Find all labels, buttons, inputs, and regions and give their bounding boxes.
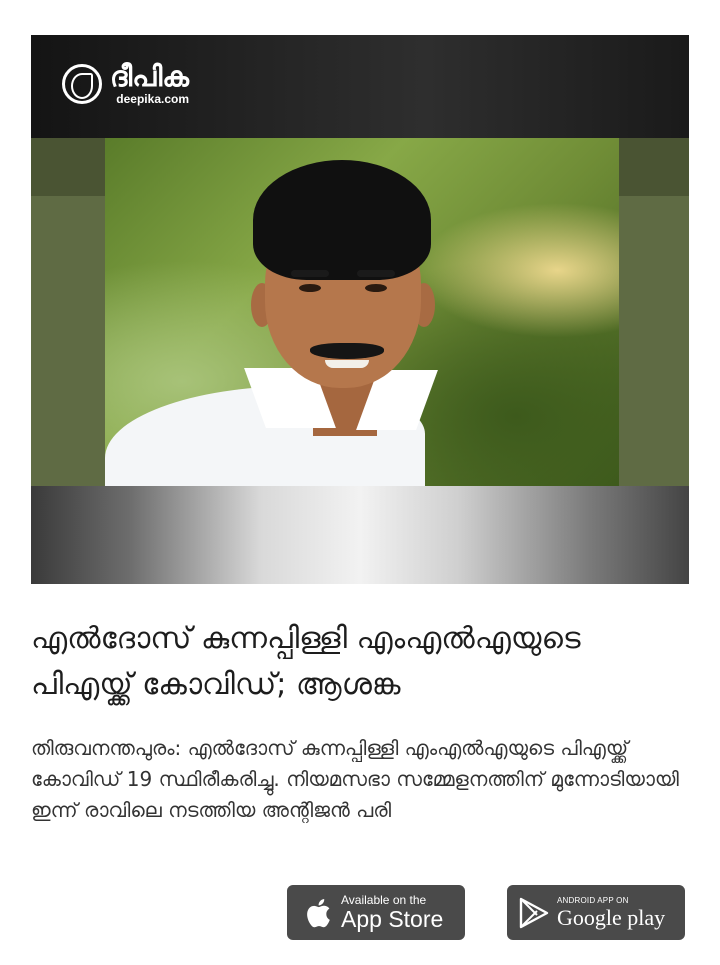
apple-icon — [305, 898, 331, 928]
mustache — [310, 343, 384, 359]
google-play-small-label: ANDROID APP ON — [557, 895, 629, 905]
hair — [253, 160, 431, 280]
google-play-text — [557, 896, 665, 930]
google-play-button[interactable] — [507, 885, 685, 940]
app-store-button[interactable] — [287, 885, 465, 940]
app-store-small-label: Available on the — [341, 893, 427, 907]
google-play-big-label: Google play — [557, 904, 666, 930]
deepika-logo[interactable] — [62, 62, 189, 108]
google-play-icon — [517, 896, 551, 930]
eyebrow-left — [291, 270, 329, 277]
deepika-emblem-icon — [62, 64, 102, 104]
eyebrow-right — [357, 270, 395, 277]
eye-left — [299, 284, 321, 292]
portrait-photo — [105, 138, 619, 486]
article-headline: എൽദോസ് കുന്നപ്പിള്ളി എംഎൽഎയുടെ പിഎയ്ക്ക് കോവിഡ്; ആശങ്ക — [31, 621, 581, 702]
app-store-big-label: App Store — [341, 906, 444, 932]
logo-url: deepika.com — [116, 92, 189, 106]
hero-bottom-reflection — [31, 486, 689, 584]
hero-image — [31, 35, 689, 584]
article-body: തിരുവനന്തപുരം: എൽദോസ് കുന്നപ്പിള്ളി എംഎൽഎയുടെ പിഎയ്ക്ക് കോവിഡ് 19 സ്ഥിരീകരിച്ചു. നിയമസഭാ സമ്മേളനത്തിന് മുന്നോടിയായി ഇന്ന് രാവിലെ നടത്തിയ അന്റിജൻ പരി — [31, 736, 679, 822]
logo-name: ദീപിക — [110, 60, 189, 93]
eye-right — [365, 284, 387, 292]
app-store-text — [341, 893, 443, 932]
logo-text — [110, 62, 189, 108]
smile — [325, 360, 369, 368]
